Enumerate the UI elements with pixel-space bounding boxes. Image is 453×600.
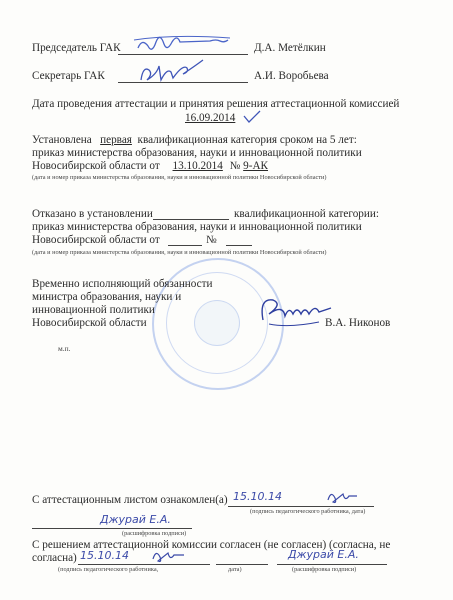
acknowledged-name-line [32, 528, 192, 529]
established-category: первая [100, 134, 132, 146]
established-line-3 [32, 160, 268, 173]
minister-line-2: министра образования, науки и [32, 291, 182, 303]
acknowledged-name: Джурай Е.А. [100, 513, 171, 526]
established-order-date: 13.10.2014 [172, 160, 223, 172]
established-line-2: приказ министерства образования, науки и инновационной политики [32, 147, 362, 159]
refused-line-1 [32, 208, 153, 221]
chair-name: Д.А. Метёлкин [254, 42, 326, 54]
refused-number-line [226, 245, 252, 246]
agreement-date: 15.10.14 [80, 549, 129, 562]
agreement-line-2-prefix: согласна) [32, 552, 77, 564]
refused-text: квалификационной категории: [234, 208, 379, 220]
minister-line-1: Временно исполняющий обязанности [32, 278, 213, 290]
agreement-signature [150, 547, 190, 565]
chair-signature [130, 34, 240, 58]
acknowledged-line [228, 506, 374, 507]
agreement-line-1: С решением аттестационной комиссии согласен (не согласен) (согласна, не [32, 539, 391, 551]
acknowledged-caption: (подпись педагогического работника, дата) [250, 508, 366, 515]
secretary-name: А.И. Воробьева [254, 70, 329, 82]
agreement-name: Джурай Е.А. [288, 548, 359, 561]
secretary-role: Секретарь ГАК [32, 70, 105, 82]
agreement-sign-line [78, 564, 210, 565]
established-line3-prefix: Новосибирской области от [32, 160, 160, 172]
minister-line-4: Новосибирской области [32, 317, 147, 329]
agreement-caption-sign: (подпись педагогического работника, [58, 566, 159, 573]
secretary-signature [135, 60, 225, 88]
checkmark-icon [242, 110, 262, 124]
acknowledged-name-caption: (расшифровка подписи) [122, 530, 187, 537]
established-line-1 [32, 134, 357, 147]
decision-label: Дата проведения аттестации и принятия решения аттестационной комиссией [32, 98, 400, 110]
refused-line-2: приказ министерства образования, науки и инновационной политики [32, 221, 362, 233]
agreement-date-line [216, 564, 268, 565]
chair-role: Председатель ГАК [32, 42, 121, 54]
refused-prefix: Отказано в установлении [32, 208, 153, 220]
stamp-place-mark: м.п. [58, 344, 71, 353]
acknowledged-label: С аттестационным листом ознакомлен(а) [32, 494, 228, 506]
refused-line3-prefix: Новосибирской области от [32, 234, 160, 246]
refused-caption: (дата и номер приказа министерства образования, науки и инновационной политики Новосибирской области) [32, 249, 327, 256]
established-text: квалификационная категория сроком на 5 лет: [137, 134, 357, 146]
decision-date: 16.09.2014 [185, 112, 236, 124]
minister-name: В.А. Никонов [325, 317, 391, 329]
established-number-sign: № [229, 160, 241, 172]
minister-line-3: инновационной политики [32, 304, 155, 316]
established-prefix: Установлена [32, 134, 92, 146]
acknowledged-signature [325, 488, 361, 506]
established-caption: (дата и номер приказа министерства образования, науки и инновационной политики Новосибирской области) [32, 174, 327, 181]
refused-category-line [153, 219, 229, 220]
acknowledged-date: 15.10.14 [233, 490, 282, 503]
minister-signature [255, 290, 335, 334]
agreement-caption-name: (расшифровка подписи) [292, 566, 357, 573]
agreement-name-line [277, 564, 387, 565]
refused-number-sign: № [206, 234, 217, 246]
established-order-no: 9-АК [243, 160, 269, 172]
agreement-caption-date: дата) [228, 566, 242, 573]
refused-date-line [168, 245, 202, 246]
